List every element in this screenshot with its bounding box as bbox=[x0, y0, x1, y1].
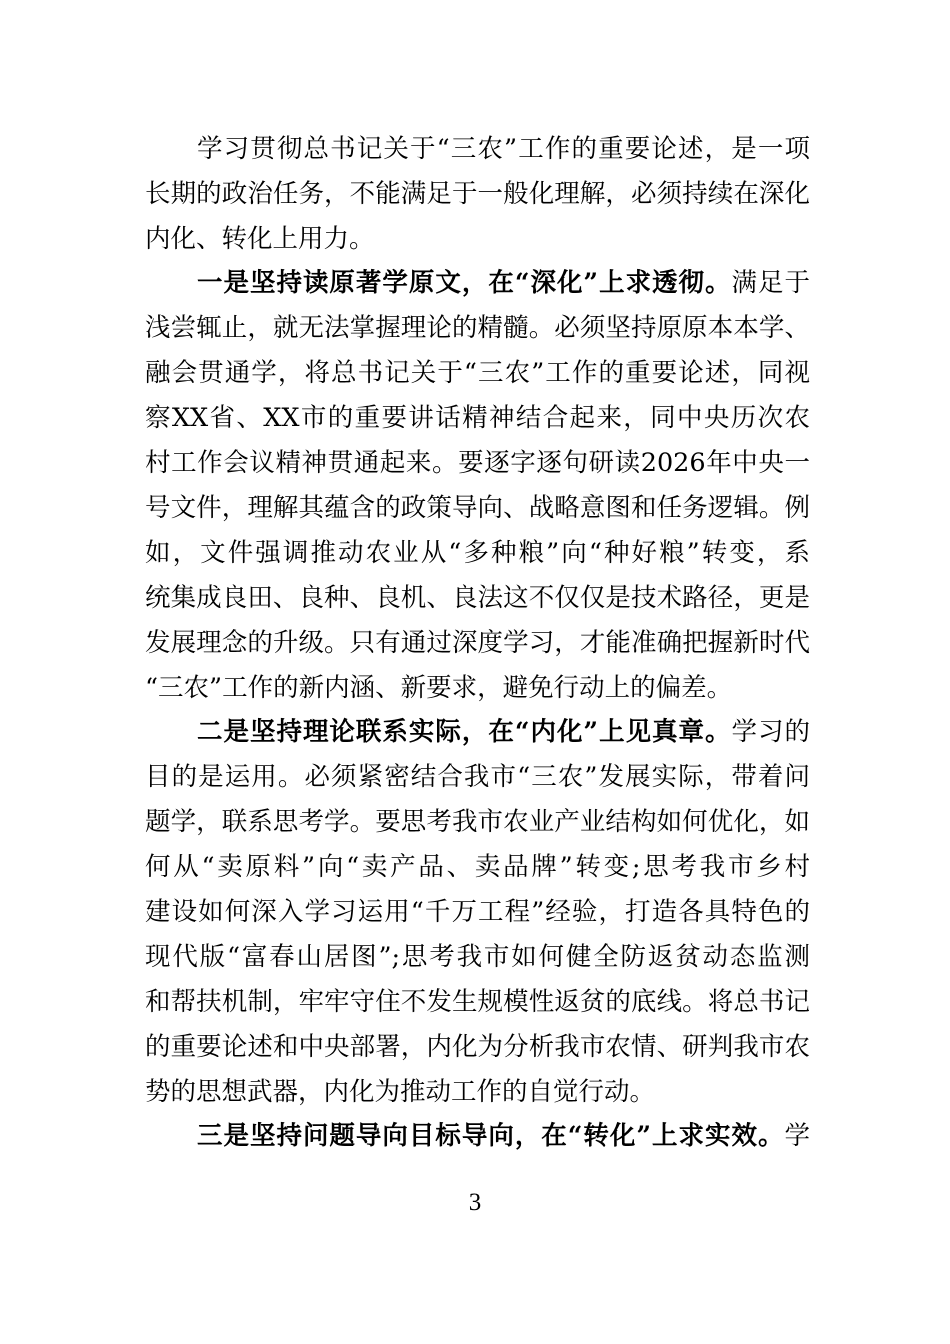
paragraph-4-first-line-rest: 学 bbox=[784, 1121, 810, 1151]
paragraph-1-line-2: 长期的政治任务，不能满足于一般化理解，必须持续在深化 bbox=[145, 179, 810, 209]
paragraph-3-line-8: 的重要论述和中央部署，内化为分析我市农情、研判我市农 bbox=[145, 1032, 810, 1062]
paragraph-2-first-line-rest: 满足于 bbox=[731, 268, 810, 298]
paragraph-4-line-1 bbox=[145, 1114, 810, 1158]
paragraph-2-line-6: 号文件，理解其蕴含的政策导向、战略意图和任务逻辑。例 bbox=[145, 493, 810, 523]
paragraph-3-line-5: 建设如何深入学习运用“千万工程”经验，打造各具特色的 bbox=[145, 897, 810, 927]
paragraph-4-lead: 三是坚持问题导向目标导向，在“转化”上求实效。 bbox=[197, 1121, 785, 1151]
paragraph-2-lead: 一是坚持读原著学原文，在“深化”上求透彻。 bbox=[197, 268, 732, 298]
paragraph-2-line-2: 浅尝辄止，就无法掌握理论的精髓。必须坚持原原本本学、 bbox=[145, 313, 810, 343]
paragraph-3-line-4: 何从“卖原料”向“卖产品、卖品牌”转变;思考我市乡村 bbox=[145, 852, 810, 882]
paragraph-3-line-7: 和帮扶机制，牢牢守住不发生规模性返贫的底线。将总书记 bbox=[145, 987, 810, 1017]
paragraph-2-line-8: 统集成良田、良种、良机、良法这不仅仅是技术路径，更是 bbox=[145, 583, 810, 613]
paragraph-3-first-line-rest: 学习的 bbox=[731, 717, 810, 747]
paragraph-2-line-1 bbox=[145, 261, 810, 305]
paragraph-1-line-1: 学习贯彻总书记关于“三农”工作的重要论述，是一项 bbox=[197, 134, 810, 164]
paragraph-3-line-2: 目的是运用。必须紧密结合我市“三农”发展实际，带着问 bbox=[145, 762, 810, 792]
paragraph-3-line-9: 势的思想武器，内化为推动工作的自觉行动。 bbox=[145, 1077, 656, 1107]
paragraph-3-lead: 二是坚持理论联系实际，在“内化”上见真章。 bbox=[197, 717, 732, 747]
paragraph-2-line-4: 察XX省、XX市的重要讲话精神结合起来，同中央历次农 bbox=[145, 403, 810, 433]
paragraph-2-line-9: 发展理念的升级。只有通过深度学习，才能准确把握新时代 bbox=[145, 628, 810, 658]
paragraph-2-line-7: 如，文件强调推动农业从“多种粮”向“种好粮”转变，系 bbox=[145, 538, 810, 568]
paragraph-2-line-3: 融会贯通学，将总书记关于“三农”工作的重要论述，同视 bbox=[145, 358, 810, 388]
paragraph-2-line-10: “三农”工作的新内涵、新要求，避免行动上的偏差。 bbox=[145, 673, 733, 703]
paragraph-2-line-5: 村工作会议精神贯通起来。要逐字逐句研读2026年中央一 bbox=[145, 448, 810, 478]
page-number: 3 bbox=[468, 1189, 482, 1216]
paragraph-3-line-6: 现代版“富春山居图”;思考我市如何健全防返贫动态监测 bbox=[145, 942, 810, 972]
paragraph-1-line-3: 内化、转化上用力。 bbox=[145, 224, 375, 254]
paragraph-3-line-1 bbox=[145, 710, 810, 754]
paragraph-3-line-3: 题学，联系思考学。要思考我市农业产业结构如何优化，如 bbox=[145, 807, 810, 837]
